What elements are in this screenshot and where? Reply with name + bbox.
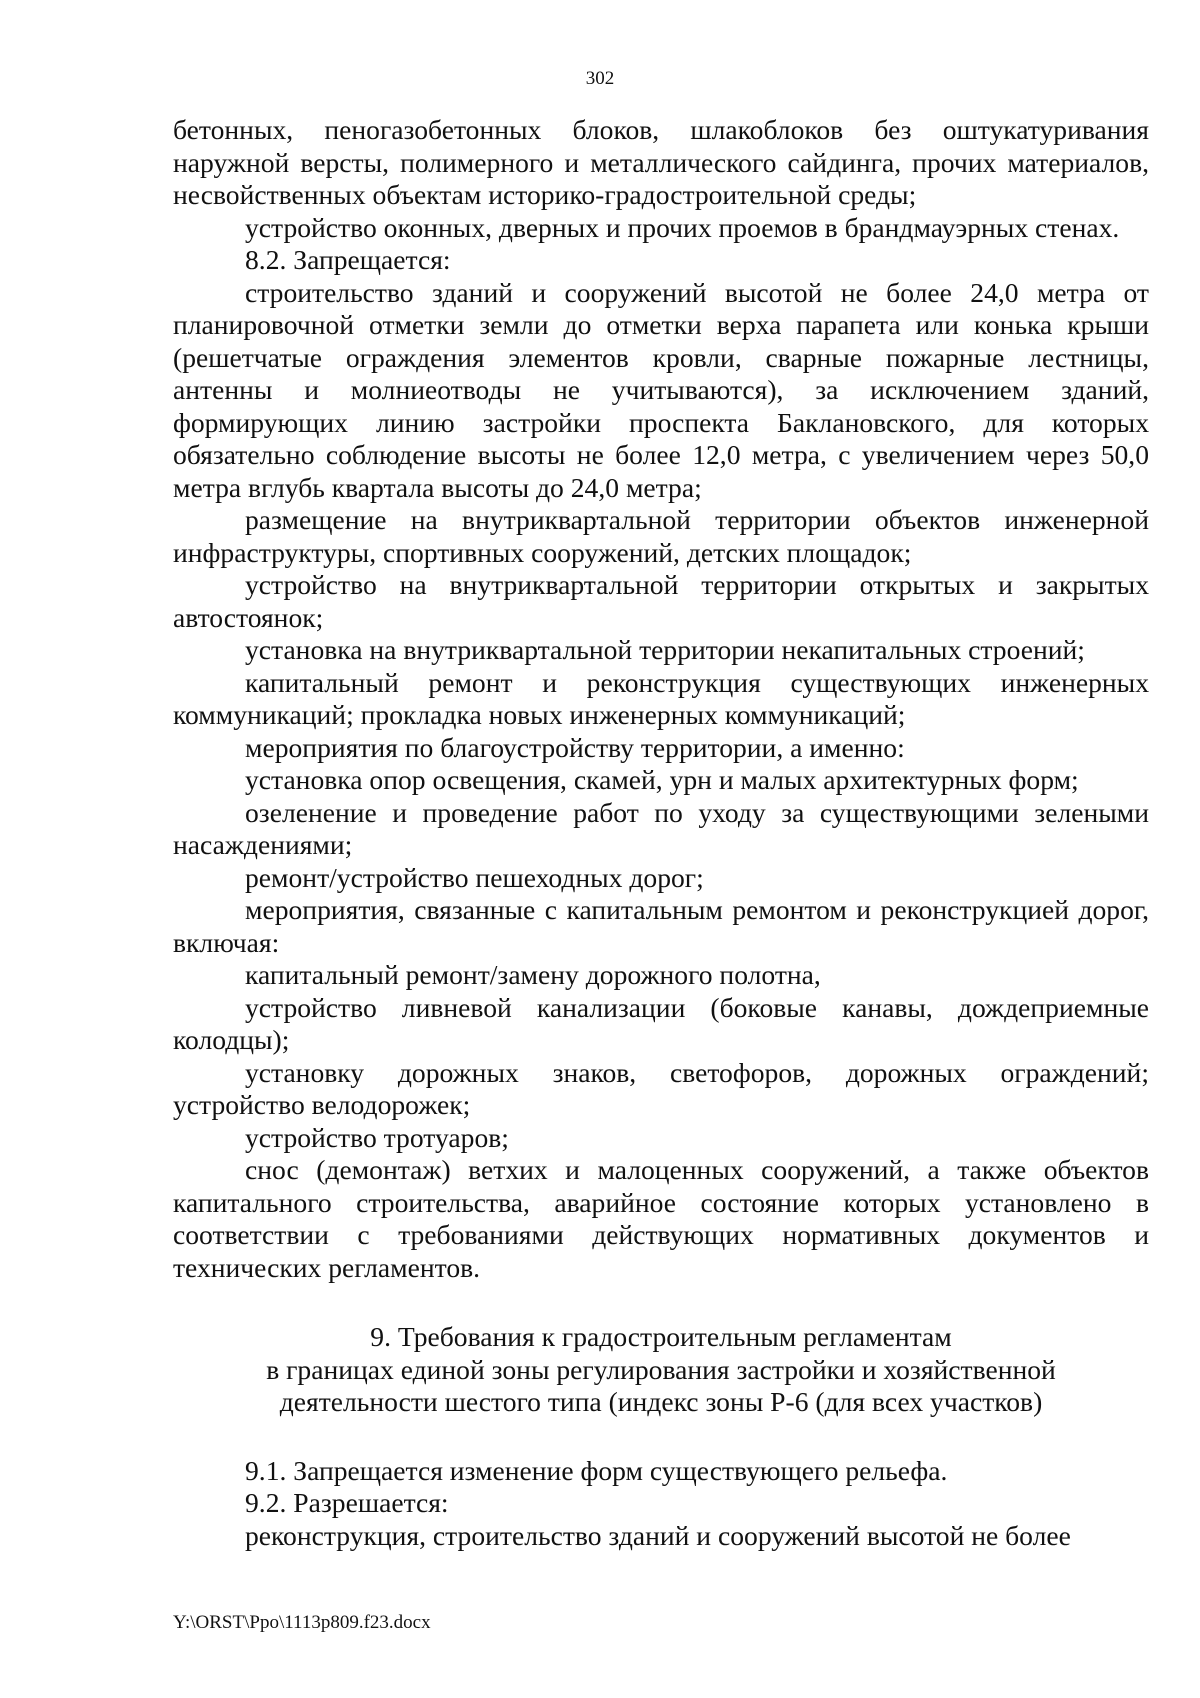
page-number: 302 bbox=[585, 68, 615, 89]
paragraph: устройство ливневой канализации (боковые канавы, дождеприемные колодцы); bbox=[173, 991, 1149, 1055]
paragraph: 8.2. Запрещается: bbox=[245, 244, 451, 275]
paragraph: устройство оконных, дверных и прочих проемов в брандмауэрных стенах. bbox=[245, 211, 1120, 243]
paragraph: мероприятия по благоустройству территории, а именно: bbox=[245, 731, 905, 763]
paragraph: реконструкция, строительство зданий и сооружений высотой не более bbox=[245, 1519, 1071, 1551]
paragraphs-before bbox=[173, 114, 1149, 1284]
paragraph: установка опор освещения, скамей, урн и малых архитектурных форм; bbox=[245, 764, 1079, 795]
paragraph: установка на внутриквартальной территории некапитальных строений; bbox=[245, 634, 1085, 665]
paragraph: озеленение и проведение работ по уходу за существующими зелеными насаждениями; bbox=[173, 796, 1149, 860]
section-heading-line-2: в границах единой зоны регулирования застройки и хозяйственной bbox=[266, 1353, 1056, 1385]
paragraph: ремонт/устройство пешеходных дорог; bbox=[245, 861, 704, 893]
paragraph: устройство тротуаров; bbox=[245, 1121, 509, 1153]
section-heading-line-1: 9. Требования к градостроительным регламентам bbox=[370, 1321, 952, 1352]
paragraph: размещение на внутриквартальной территории объектов инженерной инфраструктуры, спортивных сооружений, детских площадок; bbox=[173, 504, 1149, 568]
paragraph: капитальный ремонт и реконструкция существующих инженерных коммуникаций; прокладка новых инженерных коммуникаций; bbox=[173, 666, 1149, 730]
paragraph: установку дорожных знаков, светофоров, дорожных ограждений; устройство велодорожек; bbox=[173, 1056, 1149, 1120]
paragraph: капитальный ремонт/замену дорожного полотна, bbox=[245, 959, 821, 990]
paragraph: снос (демонтаж) ветхих и малоценных сооружений, а также объектов капитального строительства, аварийное состояние которых установлено в соответствии с требованиями действующих нормативных документов и технических регламентов. bbox=[173, 1154, 1149, 1283]
footer-file-path: Y:\ORST\Ppo\1113p809.f23.docx bbox=[173, 1612, 431, 1633]
paragraph: бетонных, пеногазобетонных блоков, шлакоблоков без оштукатуривания наружной версты, полимерного и металлического сайдинга, прочих материалов, несвойственных объектам историко-градостроительной среды; bbox=[173, 114, 1149, 210]
paragraph: мероприятия, связанные с капитальным ремонтом и реконструкцией дорог, включая: bbox=[173, 894, 1149, 958]
section-heading bbox=[173, 1321, 1149, 1419]
section-heading-line-3: деятельности шестого типа (индекс зоны Р-6 (для всех участков) bbox=[279, 1386, 1043, 1417]
paragraphs-after bbox=[173, 1455, 1149, 1553]
paragraph: устройство на внутриквартальной территории открытых и закрытых автостоянок; bbox=[173, 569, 1149, 633]
document-body bbox=[173, 114, 1149, 1552]
paragraph: 9.1. Запрещается изменение форм существующего рельефа. bbox=[245, 1454, 948, 1486]
paragraph: строительство зданий и сооружений высотой не более 24,0 метра от планировочной отметки земли до отметки верха парапета или конька крыши (решетчатые ограждения элементов кровли, сварные пожарные лестницы, антенны и молниеотводы не учитываются), за исключением зданий, формирующих линию застройки проспекта Баклановского, для которых обязательно соблюдение высоты не более 12,0 метра, с увеличением через 50,0 метра вглубь квартала высоты до 24,0 метра; bbox=[173, 276, 1149, 503]
paragraph: 9.2. Разрешается: bbox=[245, 1487, 449, 1518]
